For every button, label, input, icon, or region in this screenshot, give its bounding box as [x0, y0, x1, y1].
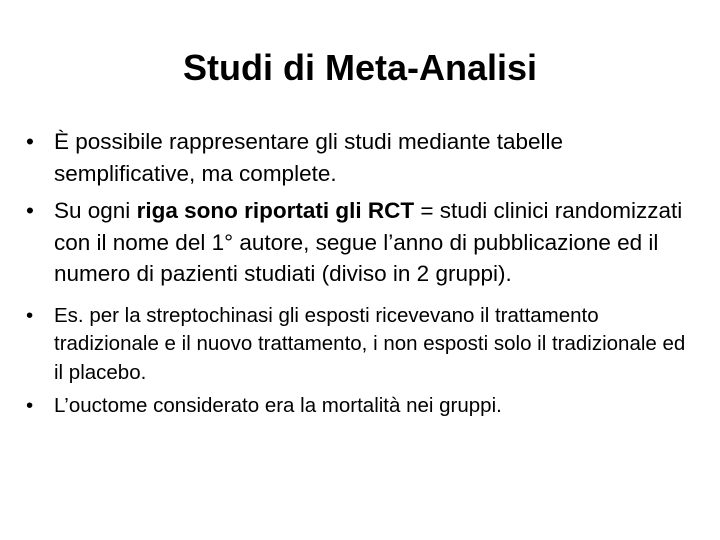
bullet-item-3: [26, 302, 696, 388]
bullet-dot-icon: •: [26, 129, 34, 154]
bullet-dot-icon: •: [26, 394, 34, 417]
bullet-text-prefix: Su ogni: [54, 198, 137, 223]
bullet-text: Es. per la streptochinasi gli esposti ricevevano il trattamento tradizionale e il nuovo trattamento, i non esposti solo il tradizionale ed il placebo.: [54, 303, 686, 384]
bullet-item-4: [26, 392, 696, 421]
bullet-item-1: [26, 126, 696, 189]
bullet-dot-icon: •: [26, 303, 34, 327]
bullet-list: [26, 126, 696, 426]
bullet-text-suffix: = studi clinici randomizzati con il nome del 1° autore, segue l’anno di pubblicazione ed il numero di pazienti studiati (diviso in 2 gruppi).: [54, 198, 683, 286]
bullet-text-emphasis: riga sono riportati gli RCT: [136, 198, 415, 223]
slide-title: Studi di Meta-Analisi: [182, 47, 538, 88]
bullet-item-2: [26, 195, 696, 290]
bullet-dot-icon: •: [26, 198, 34, 223]
bullet-text: L’ouctome considerato era la mortalità nei gruppi.: [54, 394, 502, 417]
bullet-text: È possibile rappresentare gli studi mediante tabelle semplificative, ma complete.: [54, 129, 564, 186]
